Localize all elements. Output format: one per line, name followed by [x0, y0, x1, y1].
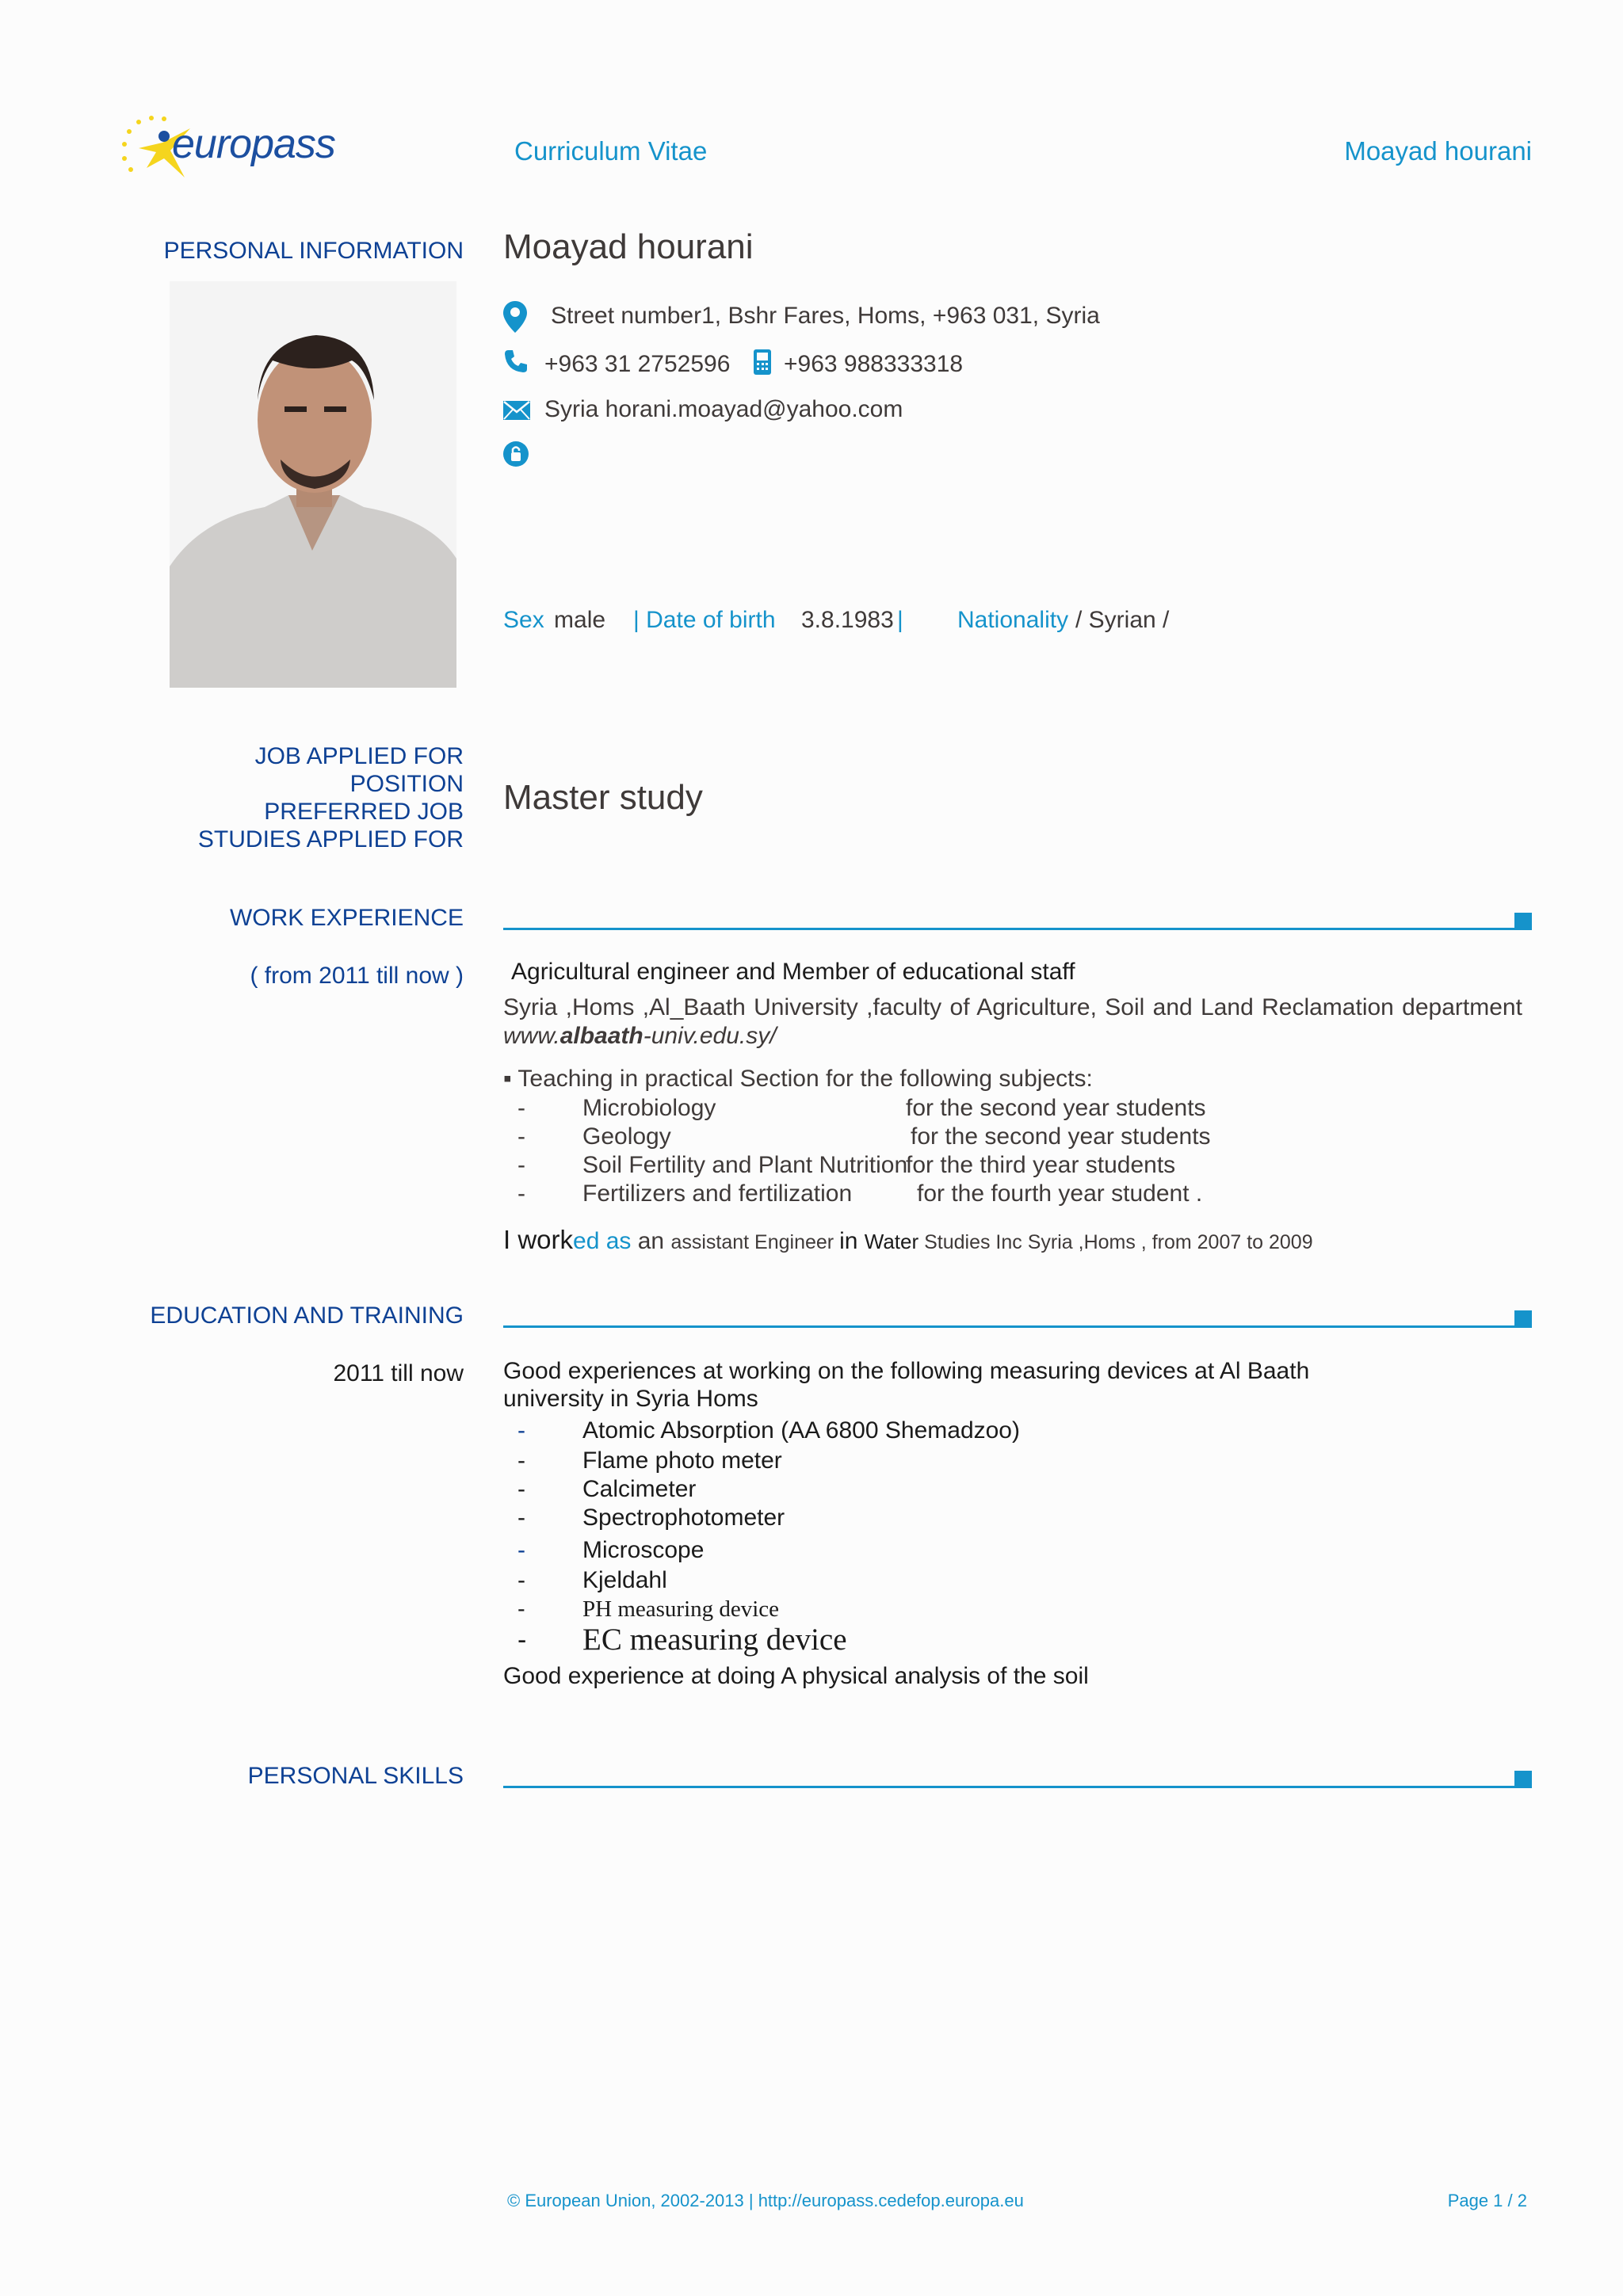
device-name: PH measuring device — [582, 1596, 780, 1622]
device-row — [517, 1623, 1231, 1659]
profile-photo — [170, 281, 456, 688]
personal-skills-divider-marker — [1514, 1771, 1532, 1788]
education-divider — [503, 1325, 1514, 1328]
full-name: Moayad hourani — [503, 227, 754, 266]
work-experience-divider — [503, 928, 1514, 930]
phone-icon — [503, 349, 529, 374]
list-dash: - — [517, 1447, 525, 1474]
sex-label: Sex — [503, 607, 544, 633]
device-name: Microscope — [582, 1537, 705, 1563]
subject-row — [517, 1123, 1231, 1151]
education-divider-marker — [1514, 1310, 1532, 1328]
previous-employment-part-2: ed as — [573, 1228, 632, 1254]
subject-name: Geology — [582, 1123, 671, 1150]
nationality-value: / Syrian / — [1075, 607, 1170, 633]
subject-name: Soil Fertility and Plant Nutrition — [582, 1152, 908, 1178]
device-name: Kjeldahl — [582, 1567, 667, 1593]
website-bold: albaath — [559, 1023, 643, 1049]
list-dash: - — [517, 1095, 525, 1121]
device-name: Calcimeter — [582, 1476, 697, 1502]
list-dash: - — [517, 1625, 527, 1655]
work-experience-period: ( from 2011 till now ) — [250, 963, 464, 989]
previous-employment-part-1: I work — [503, 1225, 574, 1254]
soil-analysis-experience: Good experience at doing A physical analysis of the soil — [503, 1663, 1089, 1689]
personal-skills-label: PERSONAL SKILLS — [247, 1763, 464, 1789]
previous-employment-part-6: Water — [864, 1230, 919, 1253]
education-intro-line-1: Good experiences at working on the following measuring devices at Al Baath — [503, 1358, 1310, 1384]
europass-logo — [115, 113, 337, 184]
subject-row — [517, 1094, 1231, 1123]
subject-name: Microbiology — [582, 1095, 716, 1121]
list-dash: - — [517, 1537, 525, 1563]
subject-note: for the third year students — [906, 1152, 1176, 1178]
teaching-intro: ▪ Teaching in practical Section for the following subjects: — [503, 1066, 1093, 1092]
device-name: Flame photo meter — [582, 1447, 782, 1474]
date-of-birth-value: 3.8.1983 — [801, 607, 894, 633]
education-period: 2011 till now — [333, 1360, 464, 1386]
education-intro-line-2: university in Syria Homs — [503, 1386, 758, 1412]
device-row — [517, 1566, 1231, 1595]
footer-page-number: Page 1 / 2 — [1447, 2191, 1527, 2210]
previous-employment-part-3: an — [631, 1228, 671, 1254]
location-pin-icon — [503, 301, 527, 333]
europass-logo-text: europass — [172, 121, 335, 167]
list-dash: - — [517, 1476, 525, 1502]
list-dash: - — [517, 1180, 525, 1207]
previous-employment-part-5: in — [839, 1228, 865, 1254]
document-title: Curriculum Vitae — [514, 136, 708, 166]
phone-number: +963 31 2752596 — [544, 351, 731, 377]
subject-row — [517, 1180, 1231, 1208]
work-experience-label: WORK EXPERIENCE — [229, 905, 464, 931]
mobile-phone-icon — [754, 349, 771, 375]
work-experience-divider-marker — [1514, 913, 1532, 930]
list-dash: - — [517, 1567, 525, 1593]
job-applied-label-line-1: JOB APPLIED FOR — [254, 743, 464, 769]
device-row — [517, 1475, 1231, 1504]
address: Street number1, Bshr Fares, Homs, +963 031, Syria — [551, 303, 1100, 329]
list-dash: - — [517, 1505, 525, 1531]
device-name: Atomic Absorption (AA 6800 Shemadzoo) — [582, 1417, 1020, 1444]
nationality-label: Nationality — [957, 607, 1069, 633]
sex-value: male — [554, 607, 606, 633]
footer-copyright: © European Union, 2002-2013 | http://europass.cedefop.europa.eu — [507, 2191, 1024, 2210]
job-position: Agricultural engineer and Member of educational staff — [511, 959, 1075, 985]
previous-employment — [503, 1225, 1313, 1255]
job-applied-label-line-3: PREFERRED JOB — [264, 799, 464, 825]
subject-note: for the fourth year student . — [917, 1180, 1203, 1207]
device-name: EC measuring device — [582, 1623, 847, 1657]
person-silhouette-icon — [170, 281, 456, 688]
website-prefix: www. — [503, 1023, 560, 1049]
date-of-birth-label: | Date of birth — [633, 607, 776, 633]
job-applied-value: Master study — [503, 778, 703, 817]
device-row — [517, 1417, 1231, 1445]
subject-note: for the second year students — [906, 1095, 1206, 1121]
device-name: Spectrophotometer — [582, 1505, 785, 1531]
personal-skills-divider — [503, 1786, 1514, 1788]
personal-details-row — [503, 606, 1170, 635]
header-name: Moayad hourani — [1344, 136, 1532, 166]
job-applied-label — [198, 742, 464, 853]
previous-employment-part-7: Studies Inc Syria ,Homs , from 2007 to 2009 — [918, 1231, 1313, 1253]
email: Syria horani.moayad@yahoo.com — [544, 396, 903, 422]
device-row — [517, 1504, 1231, 1532]
job-applied-label-line-4: STUDIES APPLIED FOR — [197, 826, 464, 852]
list-dash: - — [517, 1123, 525, 1150]
list-dash: - — [517, 1152, 525, 1178]
personal-information-label: PERSONAL INFORMATION — [163, 238, 464, 264]
device-row — [517, 1447, 1231, 1475]
list-dash: - — [517, 1417, 525, 1444]
subject-row — [517, 1151, 1231, 1180]
subject-name: Fertilizers and fertilization — [582, 1180, 853, 1207]
device-row — [517, 1536, 1231, 1565]
website-icon — [503, 441, 529, 467]
date-of-birth-separator: | — [897, 607, 903, 633]
education-label: EDUCATION AND TRAINING — [150, 1302, 464, 1329]
email-icon — [503, 401, 530, 420]
employer: Syria ,Homs ,Al_Baath University ,faculty of Agriculture, Soil and Land Reclamation department — [503, 994, 1522, 1020]
subject-note: for the second year students — [911, 1123, 1211, 1150]
employer-website — [503, 1022, 777, 1051]
website-suffix: -univ.edu.sy/ — [643, 1023, 777, 1049]
mobile-number: +963 988333318 — [784, 351, 964, 377]
list-dash: - — [517, 1596, 525, 1622]
previous-employment-part-4: assistant Engineer — [670, 1231, 840, 1253]
device-row — [517, 1595, 1231, 1623]
job-applied-label-line-2: POSITION — [349, 771, 464, 797]
